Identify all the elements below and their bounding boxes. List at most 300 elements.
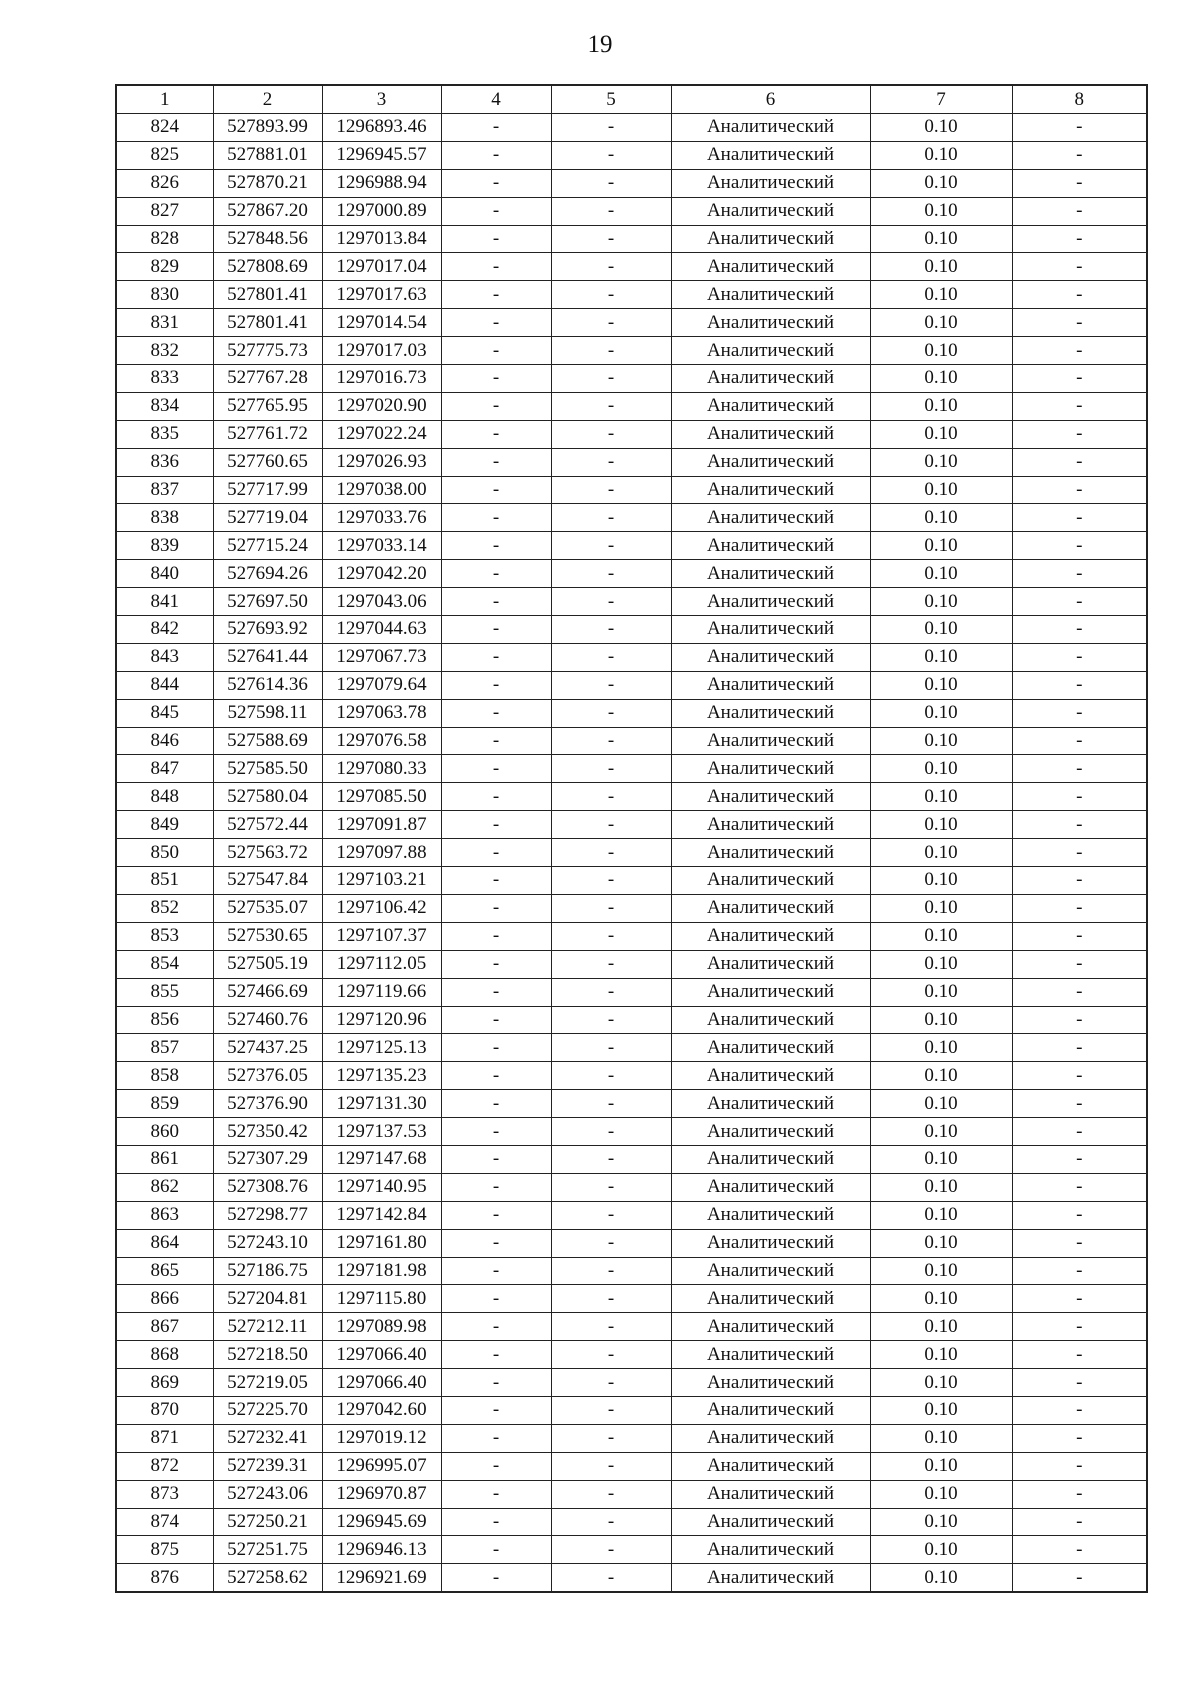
accuracy-cell: 0.10 <box>870 588 1012 616</box>
method-cell: Аналитический <box>671 1145 870 1173</box>
x-coordinate-cell: 527505.19 <box>213 950 322 978</box>
col8-value-cell: - <box>1012 616 1147 644</box>
col8-value-cell: - <box>1012 1006 1147 1034</box>
accuracy-cell: 0.10 <box>870 643 1012 671</box>
x-coordinate-cell: 527530.65 <box>213 922 322 950</box>
point-number-cell: 838 <box>116 504 213 532</box>
x-coordinate-cell: 527775.73 <box>213 337 322 365</box>
col8-value-cell: - <box>1012 1341 1147 1369</box>
col4-value-cell: - <box>441 281 551 309</box>
x-coordinate-cell: 527693.92 <box>213 616 322 644</box>
col4-value-cell: - <box>441 1369 551 1397</box>
y-coordinate-cell: 1297137.53 <box>322 1118 441 1146</box>
y-coordinate-cell: 1297016.73 <box>322 365 441 393</box>
col5-value-cell: - <box>551 1034 671 1062</box>
col8-value-cell: - <box>1012 727 1147 755</box>
col4-value-cell: - <box>441 1313 551 1341</box>
accuracy-cell: 0.10 <box>870 616 1012 644</box>
x-coordinate-cell: 527801.41 <box>213 281 322 309</box>
point-number-cell: 828 <box>116 225 213 253</box>
point-number-cell: 866 <box>116 1285 213 1313</box>
col8-value-cell: - <box>1012 1062 1147 1090</box>
table-row <box>116 755 1147 783</box>
col8-value-cell: - <box>1012 894 1147 922</box>
col4-value-cell: - <box>441 309 551 337</box>
accuracy-cell: 0.10 <box>870 1034 1012 1062</box>
table-row <box>116 392 1147 420</box>
col8-value-cell: - <box>1012 1424 1147 1452</box>
method-cell: Аналитический <box>671 1034 870 1062</box>
point-number-cell: 859 <box>116 1090 213 1118</box>
point-number-cell: 864 <box>116 1229 213 1257</box>
accuracy-cell: 0.10 <box>870 197 1012 225</box>
accuracy-cell: 0.10 <box>870 1313 1012 1341</box>
x-coordinate-cell: 527893.99 <box>213 114 322 142</box>
col8-value-cell: - <box>1012 169 1147 197</box>
x-coordinate-cell: 527225.70 <box>213 1396 322 1424</box>
table-row <box>116 365 1147 393</box>
col5-value-cell: - <box>551 1145 671 1173</box>
method-cell: Аналитический <box>671 588 870 616</box>
col5-value-cell: - <box>551 950 671 978</box>
x-coordinate-cell: 527239.31 <box>213 1452 322 1480</box>
method-cell: Аналитический <box>671 476 870 504</box>
col5-value-cell: - <box>551 783 671 811</box>
y-coordinate-cell: 1297013.84 <box>322 225 441 253</box>
point-number-cell: 850 <box>116 839 213 867</box>
col5-value-cell: - <box>551 420 671 448</box>
col5-value-cell: - <box>551 1285 671 1313</box>
y-coordinate-cell: 1297106.42 <box>322 894 441 922</box>
point-number-cell: 873 <box>116 1480 213 1508</box>
y-coordinate-cell: 1297107.37 <box>322 922 441 950</box>
x-coordinate-cell: 527572.44 <box>213 811 322 839</box>
col8-value-cell: - <box>1012 755 1147 783</box>
table-row <box>116 1229 1147 1257</box>
table-header-row <box>116 85 1147 114</box>
x-coordinate-cell: 527460.76 <box>213 1006 322 1034</box>
col4-value-cell: - <box>441 169 551 197</box>
method-cell: Аналитический <box>671 1396 870 1424</box>
col4-value-cell: - <box>441 894 551 922</box>
x-coordinate-cell: 527641.44 <box>213 643 322 671</box>
col8-value-cell: - <box>1012 1257 1147 1285</box>
col5-value-cell: - <box>551 1508 671 1536</box>
table-row <box>116 1424 1147 1452</box>
table-row <box>116 281 1147 309</box>
accuracy-cell: 0.10 <box>870 1118 1012 1146</box>
method-cell: Аналитический <box>671 169 870 197</box>
table-row <box>116 253 1147 281</box>
point-number-cell: 857 <box>116 1034 213 1062</box>
y-coordinate-cell: 1297080.33 <box>322 755 441 783</box>
x-coordinate-cell: 527588.69 <box>213 727 322 755</box>
point-number-cell: 876 <box>116 1564 213 1592</box>
y-coordinate-cell: 1296988.94 <box>322 169 441 197</box>
accuracy-cell: 0.10 <box>870 532 1012 560</box>
point-number-cell: 848 <box>116 783 213 811</box>
point-number-cell: 870 <box>116 1396 213 1424</box>
accuracy-cell: 0.10 <box>870 448 1012 476</box>
point-number-cell: 871 <box>116 1424 213 1452</box>
point-number-cell: 825 <box>116 141 213 169</box>
col5-value-cell: - <box>551 392 671 420</box>
col8-value-cell: - <box>1012 1396 1147 1424</box>
y-coordinate-cell: 1297017.63 <box>322 281 441 309</box>
table-row <box>116 839 1147 867</box>
y-coordinate-cell: 1297038.00 <box>322 476 441 504</box>
col5-value-cell: - <box>551 1424 671 1452</box>
x-coordinate-cell: 527563.72 <box>213 839 322 867</box>
x-coordinate-cell: 527250.21 <box>213 1508 322 1536</box>
table-row <box>116 1480 1147 1508</box>
y-coordinate-cell: 1296893.46 <box>322 114 441 142</box>
table-row <box>116 1257 1147 1285</box>
col5-value-cell: - <box>551 894 671 922</box>
col4-value-cell: - <box>441 950 551 978</box>
table-row <box>116 560 1147 588</box>
col4-value-cell: - <box>441 839 551 867</box>
table-row <box>116 420 1147 448</box>
table-row <box>116 1173 1147 1201</box>
y-coordinate-cell: 1297119.66 <box>322 978 441 1006</box>
point-number-cell: 868 <box>116 1341 213 1369</box>
col5-value-cell: - <box>551 643 671 671</box>
x-coordinate-cell: 527760.65 <box>213 448 322 476</box>
x-coordinate-cell: 527243.06 <box>213 1480 322 1508</box>
table-row <box>116 616 1147 644</box>
accuracy-cell: 0.10 <box>870 365 1012 393</box>
table-row <box>116 811 1147 839</box>
col4-value-cell: - <box>441 114 551 142</box>
table-row <box>116 225 1147 253</box>
table-row <box>116 114 1147 142</box>
y-coordinate-cell: 1296970.87 <box>322 1480 441 1508</box>
col5-value-cell: - <box>551 281 671 309</box>
col4-value-cell: - <box>441 1452 551 1480</box>
accuracy-cell: 0.10 <box>870 699 1012 727</box>
method-cell: Аналитический <box>671 448 870 476</box>
col4-value-cell: - <box>441 643 551 671</box>
method-cell: Аналитический <box>671 1285 870 1313</box>
method-cell: Аналитический <box>671 1424 870 1452</box>
col5-value-cell: - <box>551 532 671 560</box>
x-coordinate-cell: 527801.41 <box>213 309 322 337</box>
table-row <box>116 588 1147 616</box>
col8-value-cell: - <box>1012 1118 1147 1146</box>
accuracy-cell: 0.10 <box>870 253 1012 281</box>
accuracy-cell: 0.10 <box>870 1508 1012 1536</box>
col8-value-cell: - <box>1012 1508 1147 1536</box>
y-coordinate-cell: 1297131.30 <box>322 1090 441 1118</box>
point-number-cell: 875 <box>116 1536 213 1564</box>
method-cell: Аналитический <box>671 839 870 867</box>
point-number-cell: 874 <box>116 1508 213 1536</box>
y-coordinate-cell: 1297017.04 <box>322 253 441 281</box>
accuracy-cell: 0.10 <box>870 1452 1012 1480</box>
col5-value-cell: - <box>551 253 671 281</box>
x-coordinate-cell: 527717.99 <box>213 476 322 504</box>
table-row <box>116 671 1147 699</box>
y-coordinate-cell: 1297140.95 <box>322 1173 441 1201</box>
col5-value-cell: - <box>551 560 671 588</box>
point-number-cell: 847 <box>116 755 213 783</box>
method-cell: Аналитический <box>671 1090 870 1118</box>
point-number-cell: 845 <box>116 699 213 727</box>
accuracy-cell: 0.10 <box>870 950 1012 978</box>
method-cell: Аналитический <box>671 1201 870 1229</box>
point-number-cell: 860 <box>116 1118 213 1146</box>
method-cell: Аналитический <box>671 755 870 783</box>
y-coordinate-cell: 1297097.88 <box>322 839 441 867</box>
col5-value-cell: - <box>551 588 671 616</box>
col8-value-cell: - <box>1012 225 1147 253</box>
accuracy-cell: 0.10 <box>870 1006 1012 1034</box>
col8-value-cell: - <box>1012 1201 1147 1229</box>
col8-value-cell: - <box>1012 950 1147 978</box>
accuracy-cell: 0.10 <box>870 1257 1012 1285</box>
x-coordinate-cell: 527218.50 <box>213 1341 322 1369</box>
col5-value-cell: - <box>551 727 671 755</box>
accuracy-cell: 0.10 <box>870 1090 1012 1118</box>
col5-value-cell: - <box>551 1090 671 1118</box>
method-cell: Аналитический <box>671 504 870 532</box>
col5-value-cell: - <box>551 476 671 504</box>
table-row <box>116 504 1147 532</box>
x-coordinate-cell: 527808.69 <box>213 253 322 281</box>
point-number-cell: 824 <box>116 114 213 142</box>
table-row <box>116 1118 1147 1146</box>
col8-value-cell: - <box>1012 588 1147 616</box>
method-cell: Аналитический <box>671 671 870 699</box>
y-coordinate-cell: 1297125.13 <box>322 1034 441 1062</box>
y-coordinate-cell: 1297043.06 <box>322 588 441 616</box>
col5-value-cell: - <box>551 1564 671 1592</box>
method-cell: Аналитический <box>671 1173 870 1201</box>
point-number-cell: 872 <box>116 1452 213 1480</box>
point-number-cell: 855 <box>116 978 213 1006</box>
accuracy-cell: 0.10 <box>870 839 1012 867</box>
point-number-cell: 858 <box>116 1062 213 1090</box>
y-coordinate-cell: 1297112.05 <box>322 950 441 978</box>
col5-value-cell: - <box>551 309 671 337</box>
y-coordinate-cell: 1297091.87 <box>322 811 441 839</box>
x-coordinate-cell: 527186.75 <box>213 1257 322 1285</box>
y-coordinate-cell: 1297063.78 <box>322 699 441 727</box>
method-cell: Аналитический <box>671 560 870 588</box>
col8-value-cell: - <box>1012 197 1147 225</box>
x-coordinate-cell: 527715.24 <box>213 532 322 560</box>
x-coordinate-cell: 527719.04 <box>213 504 322 532</box>
col5-value-cell: - <box>551 1536 671 1564</box>
point-number-cell: 835 <box>116 420 213 448</box>
accuracy-cell: 0.10 <box>870 309 1012 337</box>
col5-value-cell: - <box>551 1201 671 1229</box>
col4-value-cell: - <box>441 1480 551 1508</box>
col5-value-cell: - <box>551 1313 671 1341</box>
y-coordinate-cell: 1297147.68 <box>322 1145 441 1173</box>
table-row <box>116 1201 1147 1229</box>
accuracy-cell: 0.10 <box>870 978 1012 1006</box>
col8-value-cell: - <box>1012 839 1147 867</box>
method-cell: Аналитический <box>671 783 870 811</box>
col4-value-cell: - <box>441 783 551 811</box>
y-coordinate-cell: 1296995.07 <box>322 1452 441 1480</box>
method-cell: Аналитический <box>671 616 870 644</box>
col5-value-cell: - <box>551 811 671 839</box>
page-number: 19 <box>587 31 613 58</box>
method-cell: Аналитический <box>671 1564 870 1592</box>
table-row <box>116 1536 1147 1564</box>
col5-value-cell: - <box>551 1341 671 1369</box>
y-coordinate-cell: 1296945.57 <box>322 141 441 169</box>
accuracy-cell: 0.10 <box>870 811 1012 839</box>
accuracy-cell: 0.10 <box>870 1424 1012 1452</box>
table-row <box>116 978 1147 1006</box>
method-cell: Аналитический <box>671 532 870 560</box>
col4-value-cell: - <box>441 1006 551 1034</box>
x-coordinate-cell: 527212.11 <box>213 1313 322 1341</box>
col5-value-cell: - <box>551 839 671 867</box>
col8-value-cell: - <box>1012 114 1147 142</box>
col5-value-cell: - <box>551 699 671 727</box>
col8-value-cell: - <box>1012 922 1147 950</box>
col4-value-cell: - <box>441 225 551 253</box>
col5-value-cell: - <box>551 1062 671 1090</box>
x-coordinate-cell: 527376.05 <box>213 1062 322 1090</box>
col5-value-cell: - <box>551 1452 671 1480</box>
method-cell: Аналитический <box>671 420 870 448</box>
method-cell: Аналитический <box>671 337 870 365</box>
x-coordinate-cell: 527585.50 <box>213 755 322 783</box>
point-number-cell: 849 <box>116 811 213 839</box>
accuracy-cell: 0.10 <box>870 671 1012 699</box>
accuracy-cell: 0.10 <box>870 1369 1012 1397</box>
method-cell: Аналитический <box>671 1313 870 1341</box>
table-row <box>116 1396 1147 1424</box>
table-row <box>116 1062 1147 1090</box>
table-row <box>116 1090 1147 1118</box>
point-number-cell: 869 <box>116 1369 213 1397</box>
y-coordinate-cell: 1297033.14 <box>322 532 441 560</box>
point-number-cell: 840 <box>116 560 213 588</box>
table-row <box>116 894 1147 922</box>
point-number-cell: 851 <box>116 867 213 895</box>
col5-value-cell: - <box>551 1173 671 1201</box>
col8-value-cell: - <box>1012 1145 1147 1173</box>
col4-value-cell: - <box>441 867 551 895</box>
col5-value-cell: - <box>551 1369 671 1397</box>
y-coordinate-cell: 1297042.20 <box>322 560 441 588</box>
method-cell: Аналитический <box>671 1341 870 1369</box>
table-row <box>116 197 1147 225</box>
col4-value-cell: - <box>441 699 551 727</box>
method-cell: Аналитический <box>671 699 870 727</box>
accuracy-cell: 0.10 <box>870 894 1012 922</box>
point-number-cell: 834 <box>116 392 213 420</box>
x-coordinate-cell: 527204.81 <box>213 1285 322 1313</box>
point-number-cell: 856 <box>116 1006 213 1034</box>
method-cell: Аналитический <box>671 1118 870 1146</box>
x-coordinate-cell: 527307.29 <box>213 1145 322 1173</box>
col4-value-cell: - <box>441 755 551 783</box>
col4-value-cell: - <box>441 476 551 504</box>
table-row <box>116 337 1147 365</box>
x-coordinate-cell: 527219.05 <box>213 1369 322 1397</box>
x-coordinate-cell: 527298.77 <box>213 1201 322 1229</box>
y-coordinate-cell: 1297079.64 <box>322 671 441 699</box>
table-row <box>116 727 1147 755</box>
y-coordinate-cell: 1297115.80 <box>322 1285 441 1313</box>
accuracy-cell: 0.10 <box>870 420 1012 448</box>
col4-value-cell: - <box>441 1536 551 1564</box>
x-coordinate-cell: 527535.07 <box>213 894 322 922</box>
column-header-5: 5 <box>551 85 671 114</box>
method-cell: Аналитический <box>671 978 870 1006</box>
x-coordinate-cell: 527761.72 <box>213 420 322 448</box>
point-number-cell: 852 <box>116 894 213 922</box>
col5-value-cell: - <box>551 448 671 476</box>
method-cell: Аналитический <box>671 894 870 922</box>
col5-value-cell: - <box>551 978 671 1006</box>
point-number-cell: 844 <box>116 671 213 699</box>
col8-value-cell: - <box>1012 1452 1147 1480</box>
accuracy-cell: 0.10 <box>870 1396 1012 1424</box>
x-coordinate-cell: 527767.28 <box>213 365 322 393</box>
col4-value-cell: - <box>441 616 551 644</box>
y-coordinate-cell: 1297014.54 <box>322 309 441 337</box>
col8-value-cell: - <box>1012 1536 1147 1564</box>
method-cell: Аналитический <box>671 365 870 393</box>
method-cell: Аналитический <box>671 197 870 225</box>
table-row <box>116 1145 1147 1173</box>
table-row <box>116 1369 1147 1397</box>
col4-value-cell: - <box>441 1396 551 1424</box>
table-row <box>116 1313 1147 1341</box>
col8-value-cell: - <box>1012 281 1147 309</box>
col4-value-cell: - <box>441 671 551 699</box>
y-coordinate-cell: 1297019.12 <box>322 1424 441 1452</box>
method-cell: Аналитический <box>671 1480 870 1508</box>
col8-value-cell: - <box>1012 1034 1147 1062</box>
y-coordinate-cell: 1297042.60 <box>322 1396 441 1424</box>
x-coordinate-cell: 527466.69 <box>213 978 322 1006</box>
accuracy-cell: 0.10 <box>870 114 1012 142</box>
col4-value-cell: - <box>441 141 551 169</box>
method-cell: Аналитический <box>671 867 870 895</box>
column-header-3: 3 <box>322 85 441 114</box>
x-coordinate-cell: 527547.84 <box>213 867 322 895</box>
col4-value-cell: - <box>441 392 551 420</box>
x-coordinate-cell: 527694.26 <box>213 560 322 588</box>
x-coordinate-cell: 527232.41 <box>213 1424 322 1452</box>
x-coordinate-cell: 527251.75 <box>213 1536 322 1564</box>
col4-value-cell: - <box>441 1424 551 1452</box>
y-coordinate-cell: 1297022.24 <box>322 420 441 448</box>
x-coordinate-cell: 527308.76 <box>213 1173 322 1201</box>
x-coordinate-cell: 527870.21 <box>213 169 322 197</box>
method-cell: Аналитический <box>671 643 870 671</box>
col8-value-cell: - <box>1012 448 1147 476</box>
point-number-cell: 831 <box>116 309 213 337</box>
col4-value-cell: - <box>441 504 551 532</box>
table-row <box>116 643 1147 671</box>
col4-value-cell: - <box>441 1257 551 1285</box>
coordinates-table <box>115 84 1148 1593</box>
col5-value-cell: - <box>551 1480 671 1508</box>
method-cell: Аналитический <box>671 950 870 978</box>
col5-value-cell: - <box>551 197 671 225</box>
